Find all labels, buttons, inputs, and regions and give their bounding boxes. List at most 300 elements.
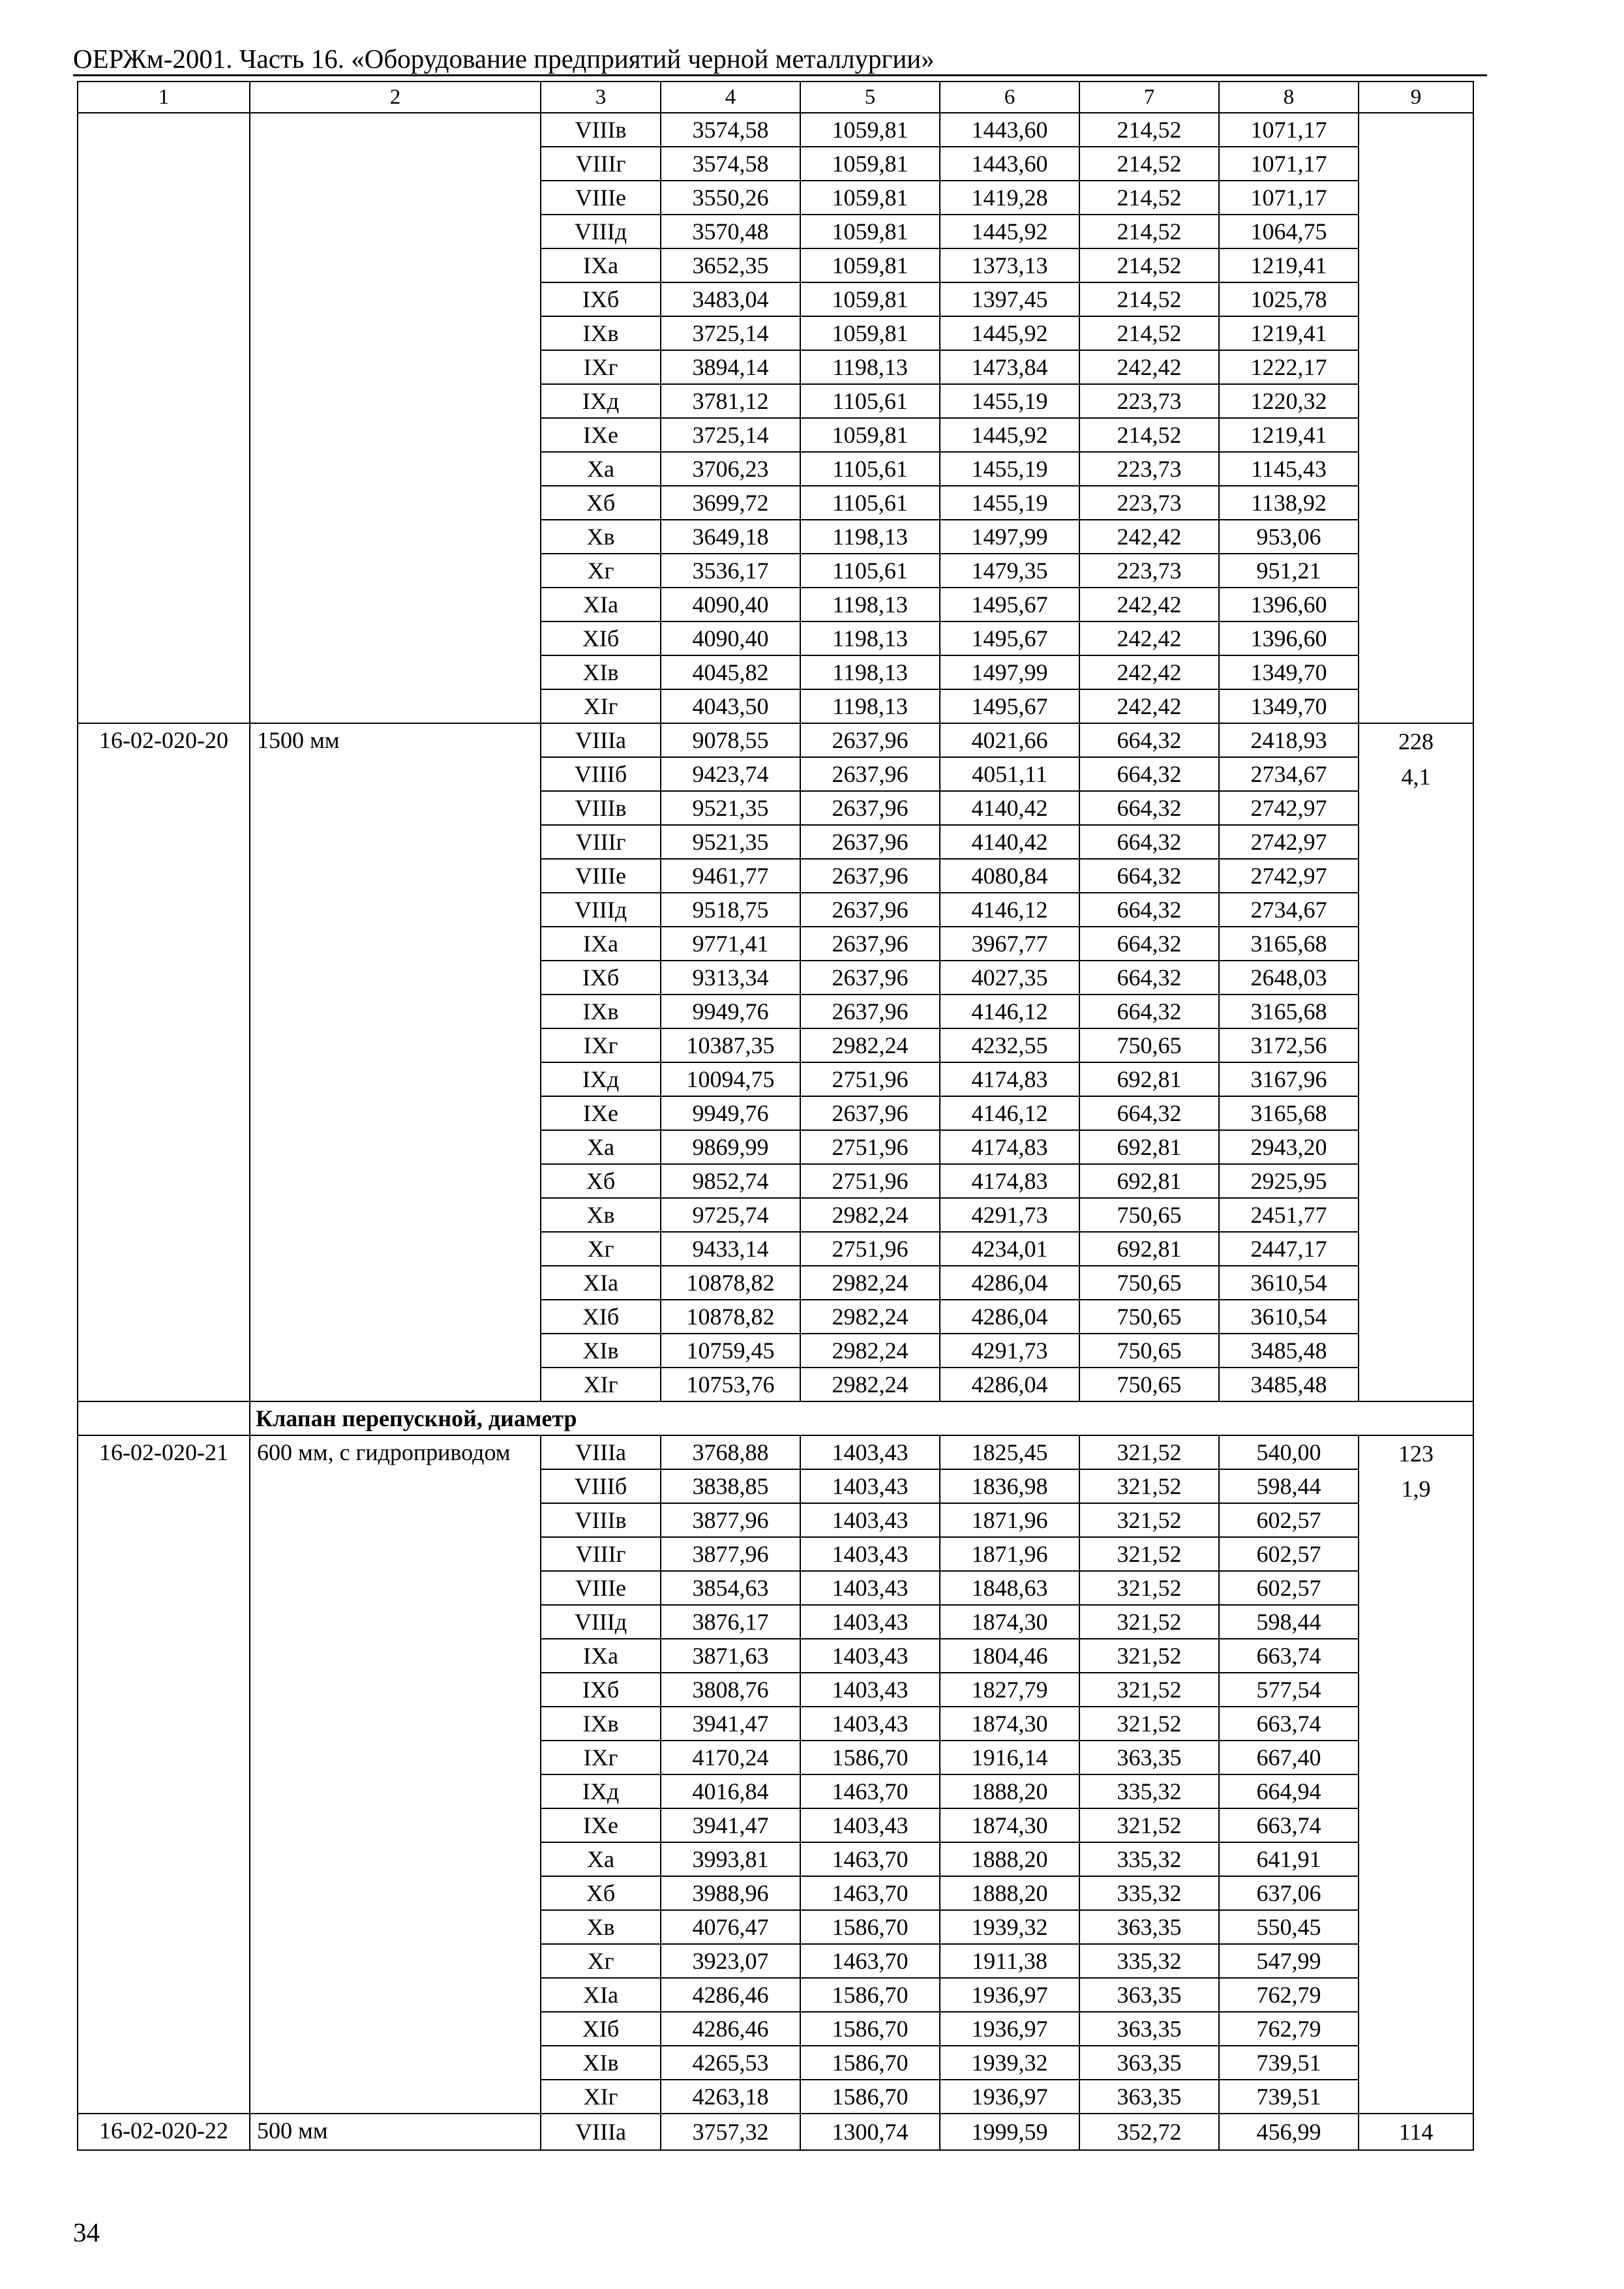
table-row bbox=[78, 1435, 1473, 1469]
machines-cell: 4021,66 bbox=[940, 723, 1079, 757]
zone-cell: Xб bbox=[541, 1164, 661, 1198]
wages-cell: 2751,96 bbox=[800, 1062, 940, 1096]
wages-cell: 1403,43 bbox=[800, 1503, 940, 1537]
machines-cell: 1443,60 bbox=[940, 147, 1079, 181]
zone-cell: IXе bbox=[541, 418, 661, 452]
labor-cell bbox=[1359, 723, 1473, 1401]
total-cost-cell: 3483,04 bbox=[661, 282, 800, 316]
materials-cell: 2648,03 bbox=[1219, 961, 1359, 995]
machinist-wages-cell: 321,52 bbox=[1079, 1808, 1219, 1842]
total-cost-cell: 9852,74 bbox=[661, 1164, 800, 1198]
machinist-wages-cell: 214,52 bbox=[1079, 418, 1219, 452]
machines-cell: 1936,97 bbox=[940, 2080, 1079, 2114]
machines-cell: 1443,60 bbox=[940, 113, 1079, 147]
machines-cell: 4080,84 bbox=[940, 859, 1079, 893]
machines-cell: 1836,98 bbox=[940, 1469, 1079, 1503]
machines-cell: 4146,12 bbox=[940, 995, 1079, 1028]
machinist-wages-cell: 242,42 bbox=[1079, 689, 1219, 723]
total-cost-cell: 10387,35 bbox=[661, 1028, 800, 1062]
total-cost-cell: 9521,35 bbox=[661, 825, 800, 859]
machines-cell: 1936,97 bbox=[940, 1978, 1079, 2012]
machinist-wages-cell: 321,52 bbox=[1079, 1673, 1219, 1707]
zone-cell: IXг bbox=[541, 1741, 661, 1774]
machinist-wages-cell: 223,73 bbox=[1079, 486, 1219, 520]
zone-cell: XIа bbox=[541, 588, 661, 621]
machines-cell: 1495,67 bbox=[940, 689, 1079, 723]
total-cost-cell: 3574,58 bbox=[661, 147, 800, 181]
materials-cell: 3610,54 bbox=[1219, 1300, 1359, 1334]
machinist-wages-cell: 335,32 bbox=[1079, 1944, 1219, 1978]
materials-cell: 2447,17 bbox=[1219, 1232, 1359, 1266]
zone-cell: IXа bbox=[541, 248, 661, 282]
zone-cell: VIIIе bbox=[541, 1571, 661, 1605]
machinist-wages-cell: 664,32 bbox=[1079, 961, 1219, 995]
wages-cell: 1586,70 bbox=[800, 2012, 940, 2046]
zone-cell: XIа bbox=[541, 1978, 661, 2012]
zone-cell: VIIIа bbox=[541, 1435, 661, 1469]
zone-cell: IXв bbox=[541, 1707, 661, 1741]
zone-cell: IXа bbox=[541, 1639, 661, 1673]
wages-cell: 2637,96 bbox=[800, 893, 940, 927]
machinist-wages-cell: 223,73 bbox=[1079, 384, 1219, 418]
materials-cell: 1349,70 bbox=[1219, 655, 1359, 689]
wages-cell: 1059,81 bbox=[800, 282, 940, 316]
machines-cell: 1939,32 bbox=[940, 1910, 1079, 1944]
machinist-wages-cell: 321,52 bbox=[1079, 1503, 1219, 1537]
wages-cell: 1105,61 bbox=[800, 384, 940, 418]
machinist-wages-cell: 335,32 bbox=[1079, 1876, 1219, 1910]
wages-cell: 1463,70 bbox=[800, 1944, 940, 1978]
materials-cell: 1219,41 bbox=[1219, 316, 1359, 350]
materials-cell: 1220,32 bbox=[1219, 384, 1359, 418]
zone-cell: VIIIб bbox=[541, 1469, 661, 1503]
machinist-wages-cell: 214,52 bbox=[1079, 282, 1219, 316]
zone-cell: IXб bbox=[541, 1673, 661, 1707]
materials-cell: 2943,20 bbox=[1219, 1130, 1359, 1164]
zone-cell: Xб bbox=[541, 486, 661, 520]
materials-cell: 2742,97 bbox=[1219, 859, 1359, 893]
machinist-wages-cell: 214,52 bbox=[1079, 113, 1219, 147]
zone-cell: VIIIб bbox=[541, 757, 661, 791]
total-cost-cell: 3570,48 bbox=[661, 215, 800, 248]
wages-cell: 1105,61 bbox=[800, 486, 940, 520]
zone-cell: IXа bbox=[541, 927, 661, 961]
labor-machinist-value: 1,9 bbox=[1401, 1476, 1431, 1502]
zone-cell: XIв bbox=[541, 655, 661, 689]
total-cost-cell: 4265,53 bbox=[661, 2046, 800, 2080]
zone-cell: VIIIв bbox=[541, 113, 661, 147]
total-cost-cell: 3574,58 bbox=[661, 113, 800, 147]
column-number: 5 bbox=[800, 82, 940, 113]
materials-cell: 602,57 bbox=[1219, 1537, 1359, 1571]
wages-cell: 1105,61 bbox=[800, 554, 940, 588]
wages-cell: 1198,13 bbox=[800, 655, 940, 689]
running-header: ОЕРЖм-2001. Часть 16. «Оборудование предприятий черной металлургии» bbox=[73, 44, 935, 74]
total-cost-cell: 4016,84 bbox=[661, 1774, 800, 1808]
zone-cell: Xг bbox=[541, 554, 661, 588]
labor-cell bbox=[1359, 113, 1473, 723]
machines-cell: 1911,38 bbox=[940, 1944, 1079, 1978]
materials-cell: 1219,41 bbox=[1219, 418, 1359, 452]
wages-cell: 2751,96 bbox=[800, 1232, 940, 1266]
machinist-wages-cell: 363,35 bbox=[1079, 1741, 1219, 1774]
machinist-wages-cell: 321,52 bbox=[1079, 1469, 1219, 1503]
page-number: 34 bbox=[73, 2217, 100, 2247]
total-cost-cell: 3652,35 bbox=[661, 248, 800, 282]
machines-cell: 1888,20 bbox=[940, 1842, 1079, 1876]
machinist-wages-cell: 692,81 bbox=[1079, 1232, 1219, 1266]
total-cost-cell: 3854,63 bbox=[661, 1571, 800, 1605]
wages-cell: 2637,96 bbox=[800, 927, 940, 961]
materials-cell: 3485,48 bbox=[1219, 1368, 1359, 1401]
machinist-wages-cell: 242,42 bbox=[1079, 350, 1219, 384]
machines-cell: 4234,01 bbox=[940, 1232, 1079, 1266]
machinist-wages-cell: 242,42 bbox=[1079, 520, 1219, 554]
machines-cell: 4174,83 bbox=[940, 1130, 1079, 1164]
materials-cell: 2451,77 bbox=[1219, 1198, 1359, 1232]
materials-cell: 2418,93 bbox=[1219, 723, 1359, 757]
wages-cell: 1059,81 bbox=[800, 147, 940, 181]
wages-cell: 2982,24 bbox=[800, 1198, 940, 1232]
wages-cell: 2751,96 bbox=[800, 1164, 940, 1198]
total-cost-cell: 3894,14 bbox=[661, 350, 800, 384]
machines-cell: 4146,12 bbox=[940, 893, 1079, 927]
wages-cell: 2637,96 bbox=[800, 757, 940, 791]
machinist-wages-cell: 664,32 bbox=[1079, 791, 1219, 825]
price-table bbox=[77, 81, 1474, 2151]
materials-cell: 1349,70 bbox=[1219, 689, 1359, 723]
machines-cell: 1473,84 bbox=[940, 350, 1079, 384]
machines-cell: 1373,13 bbox=[940, 248, 1079, 282]
machinist-wages-cell: 664,32 bbox=[1079, 893, 1219, 927]
machinist-wages-cell: 750,65 bbox=[1079, 1028, 1219, 1062]
materials-cell: 1071,17 bbox=[1219, 113, 1359, 147]
machinist-wages-cell: 363,35 bbox=[1079, 1978, 1219, 2012]
machines-cell: 4174,83 bbox=[940, 1062, 1079, 1096]
total-cost-cell: 3781,12 bbox=[661, 384, 800, 418]
machinist-wages-cell: 692,81 bbox=[1079, 1130, 1219, 1164]
zone-cell: XIб bbox=[541, 1300, 661, 1334]
machines-cell: 1804,46 bbox=[940, 1639, 1079, 1673]
wages-cell: 2982,24 bbox=[800, 1300, 940, 1334]
zone-cell: VIIIд bbox=[541, 893, 661, 927]
total-cost-cell: 3699,72 bbox=[661, 486, 800, 520]
machinist-wages-cell: 321,52 bbox=[1079, 1605, 1219, 1639]
materials-cell: 2734,67 bbox=[1219, 893, 1359, 927]
wages-cell: 1586,70 bbox=[800, 1741, 940, 1774]
wages-cell: 1403,43 bbox=[800, 1435, 940, 1469]
machines-cell: 1888,20 bbox=[940, 1774, 1079, 1808]
wages-cell: 2637,96 bbox=[800, 1096, 940, 1130]
zone-cell: XIг bbox=[541, 689, 661, 723]
total-cost-cell: 3877,96 bbox=[661, 1537, 800, 1571]
machines-cell: 1445,92 bbox=[940, 215, 1079, 248]
column-number: 4 bbox=[661, 82, 800, 113]
machines-cell: 1445,92 bbox=[940, 316, 1079, 350]
zone-cell: VIIIа bbox=[541, 2114, 661, 2150]
zone-cell: VIIIг bbox=[541, 825, 661, 859]
machines-cell: 4051,11 bbox=[940, 757, 1079, 791]
labor-cell bbox=[1359, 1435, 1473, 2114]
wages-cell: 1403,43 bbox=[800, 1537, 940, 1571]
machinist-wages-cell: 321,52 bbox=[1079, 1537, 1219, 1571]
machines-cell: 1825,45 bbox=[940, 1435, 1079, 1469]
zone-cell: Xг bbox=[541, 1944, 661, 1978]
table-row bbox=[78, 2114, 1473, 2150]
total-cost-cell: 9521,35 bbox=[661, 791, 800, 825]
machines-cell: 1888,20 bbox=[940, 1876, 1079, 1910]
wages-cell: 1586,70 bbox=[800, 1910, 940, 1944]
wages-cell: 1403,43 bbox=[800, 1808, 940, 1842]
zone-cell: VIIIд bbox=[541, 1605, 661, 1639]
materials-cell: 1145,43 bbox=[1219, 452, 1359, 486]
machines-cell: 1445,92 bbox=[940, 418, 1079, 452]
total-cost-cell: 3988,96 bbox=[661, 1876, 800, 1910]
materials-cell: 1219,41 bbox=[1219, 248, 1359, 282]
total-cost-cell: 3550,26 bbox=[661, 181, 800, 215]
machines-cell: 1497,99 bbox=[940, 520, 1079, 554]
header-rule bbox=[73, 74, 1487, 76]
materials-cell: 540,00 bbox=[1219, 1435, 1359, 1469]
zone-cell: VIIIв bbox=[541, 791, 661, 825]
machinist-wages-cell: 750,65 bbox=[1079, 1300, 1219, 1334]
machinist-wages-cell: 750,65 bbox=[1079, 1334, 1219, 1368]
zone-cell: XIб bbox=[541, 2012, 661, 2046]
wages-cell: 1586,70 bbox=[800, 2046, 940, 2080]
machines-cell: 4291,73 bbox=[940, 1334, 1079, 1368]
wages-cell: 1403,43 bbox=[800, 1469, 940, 1503]
zone-cell: XIа bbox=[541, 1266, 661, 1300]
materials-cell: 739,51 bbox=[1219, 2080, 1359, 2114]
zone-cell: VIIIе bbox=[541, 181, 661, 215]
materials-cell: 1071,17 bbox=[1219, 147, 1359, 181]
materials-cell: 1138,92 bbox=[1219, 486, 1359, 520]
wages-cell: 1300,74 bbox=[800, 2114, 940, 2150]
machinist-wages-cell: 664,32 bbox=[1079, 1096, 1219, 1130]
machines-cell: 1871,96 bbox=[940, 1537, 1079, 1571]
labor-machinist-value: 4,1 bbox=[1401, 764, 1431, 790]
machinist-wages-cell: 664,32 bbox=[1079, 995, 1219, 1028]
item-name bbox=[250, 113, 541, 723]
machines-cell: 1455,19 bbox=[940, 486, 1079, 520]
total-cost-cell: 3876,17 bbox=[661, 1605, 800, 1639]
machines-cell: 4140,42 bbox=[940, 791, 1079, 825]
machines-cell: 1419,28 bbox=[940, 181, 1079, 215]
zone-cell: VIIIв bbox=[541, 1503, 661, 1537]
total-cost-cell: 3838,85 bbox=[661, 1469, 800, 1503]
total-cost-cell: 10094,75 bbox=[661, 1062, 800, 1096]
wages-cell: 1403,43 bbox=[800, 1673, 940, 1707]
wages-cell: 2982,24 bbox=[800, 1028, 940, 1062]
total-cost-cell: 9949,76 bbox=[661, 995, 800, 1028]
wages-cell: 1059,81 bbox=[800, 316, 940, 350]
wages-cell: 2637,96 bbox=[800, 859, 940, 893]
materials-cell: 1222,17 bbox=[1219, 350, 1359, 384]
labor-cell bbox=[1359, 2114, 1473, 2150]
machinist-wages-cell: 214,52 bbox=[1079, 215, 1219, 248]
zone-cell: XIб bbox=[541, 621, 661, 655]
wages-cell: 1059,81 bbox=[800, 113, 940, 147]
machinist-wages-cell: 242,42 bbox=[1079, 655, 1219, 689]
machines-cell: 4291,73 bbox=[940, 1198, 1079, 1232]
table-row bbox=[78, 723, 1473, 757]
zone-cell: IXг bbox=[541, 1028, 661, 1062]
materials-cell: 663,74 bbox=[1219, 1707, 1359, 1741]
table-body bbox=[78, 82, 1473, 2150]
machinist-wages-cell: 321,52 bbox=[1079, 1707, 1219, 1741]
total-cost-cell: 4090,40 bbox=[661, 621, 800, 655]
total-cost-cell: 3757,32 bbox=[661, 2114, 800, 2150]
total-cost-cell: 10753,76 bbox=[661, 1368, 800, 1401]
materials-cell: 598,44 bbox=[1219, 1469, 1359, 1503]
machines-cell: 1916,14 bbox=[940, 1741, 1079, 1774]
machines-cell: 4286,04 bbox=[940, 1266, 1079, 1300]
zone-cell: XIг bbox=[541, 1368, 661, 1401]
wages-cell: 2982,24 bbox=[800, 1334, 940, 1368]
wages-cell: 1059,81 bbox=[800, 248, 940, 282]
zone-cell: IXд bbox=[541, 1774, 661, 1808]
machinist-wages-cell: 664,32 bbox=[1079, 825, 1219, 859]
item-name: 600 мм, с гидроприводом bbox=[250, 1435, 541, 2114]
zone-cell: IXд bbox=[541, 384, 661, 418]
materials-cell: 667,40 bbox=[1219, 1741, 1359, 1774]
materials-cell: 3165,68 bbox=[1219, 995, 1359, 1028]
machines-cell: 4286,04 bbox=[940, 1368, 1079, 1401]
column-number: 9 bbox=[1359, 82, 1473, 113]
total-cost-cell: 9433,14 bbox=[661, 1232, 800, 1266]
machines-cell: 1874,30 bbox=[940, 1808, 1079, 1842]
total-cost-cell: 9869,99 bbox=[661, 1130, 800, 1164]
section-title: Клапан перепускной, диаметр bbox=[250, 1401, 1473, 1435]
materials-cell: 762,79 bbox=[1219, 2012, 1359, 2046]
materials-cell: 663,74 bbox=[1219, 1808, 1359, 1842]
materials-cell: 664,94 bbox=[1219, 1774, 1359, 1808]
machinist-wages-cell: 664,32 bbox=[1079, 723, 1219, 757]
wages-cell: 2982,24 bbox=[800, 1266, 940, 1300]
total-cost-cell: 3993,81 bbox=[661, 1842, 800, 1876]
total-cost-cell: 4076,47 bbox=[661, 1910, 800, 1944]
wages-cell: 1059,81 bbox=[800, 215, 940, 248]
machinist-wages-cell: 321,52 bbox=[1079, 1639, 1219, 1673]
section-row bbox=[78, 1401, 1473, 1435]
item-code: 16-02-020-22 bbox=[78, 2114, 250, 2150]
materials-cell: 456,99 bbox=[1219, 2114, 1359, 2150]
zone-cell: Xа bbox=[541, 1130, 661, 1164]
machines-cell: 1936,97 bbox=[940, 2012, 1079, 2046]
machines-cell: 4286,04 bbox=[940, 1300, 1079, 1334]
machines-cell: 4027,35 bbox=[940, 961, 1079, 995]
total-cost-cell: 9949,76 bbox=[661, 1096, 800, 1130]
total-cost-cell: 3706,23 bbox=[661, 452, 800, 486]
zone-cell: Xг bbox=[541, 1232, 661, 1266]
machines-cell: 1848,63 bbox=[940, 1571, 1079, 1605]
wages-cell: 1198,13 bbox=[800, 689, 940, 723]
total-cost-cell: 4043,50 bbox=[661, 689, 800, 723]
wages-cell: 2637,96 bbox=[800, 791, 940, 825]
wages-cell: 1403,43 bbox=[800, 1605, 940, 1639]
zone-cell: Xб bbox=[541, 1876, 661, 1910]
wages-cell: 1403,43 bbox=[800, 1571, 940, 1605]
materials-cell: 663,74 bbox=[1219, 1639, 1359, 1673]
machinist-wages-cell: 223,73 bbox=[1079, 452, 1219, 486]
materials-cell: 1396,60 bbox=[1219, 588, 1359, 621]
machines-cell: 1939,32 bbox=[940, 2046, 1079, 2080]
wages-cell: 1463,70 bbox=[800, 1842, 940, 1876]
machinist-wages-cell: 664,32 bbox=[1079, 927, 1219, 961]
total-cost-cell: 10878,82 bbox=[661, 1266, 800, 1300]
total-cost-cell: 4170,24 bbox=[661, 1741, 800, 1774]
wages-cell: 2982,24 bbox=[800, 1368, 940, 1401]
total-cost-cell: 3877,96 bbox=[661, 1503, 800, 1537]
item-name: 500 мм bbox=[250, 2114, 541, 2150]
column-number: 3 bbox=[541, 82, 661, 113]
machines-cell: 1455,19 bbox=[940, 452, 1079, 486]
machines-cell: 1874,30 bbox=[940, 1707, 1079, 1741]
total-cost-cell: 4090,40 bbox=[661, 588, 800, 621]
machinist-wages-cell: 214,52 bbox=[1079, 248, 1219, 282]
wages-cell: 1105,61 bbox=[800, 452, 940, 486]
materials-cell: 2742,97 bbox=[1219, 791, 1359, 825]
zone-cell: Xв bbox=[541, 1198, 661, 1232]
total-cost-cell: 10759,45 bbox=[661, 1334, 800, 1368]
total-cost-cell: 3808,76 bbox=[661, 1673, 800, 1707]
total-cost-cell: 3941,47 bbox=[661, 1808, 800, 1842]
machines-cell: 4232,55 bbox=[940, 1028, 1079, 1062]
machines-cell: 1397,45 bbox=[940, 282, 1079, 316]
machines-cell: 1495,67 bbox=[940, 621, 1079, 655]
zone-cell: IXб bbox=[541, 282, 661, 316]
total-cost-cell: 3725,14 bbox=[661, 418, 800, 452]
zone-cell: VIIIг bbox=[541, 147, 661, 181]
wages-cell: 1198,13 bbox=[800, 520, 940, 554]
total-cost-cell: 3725,14 bbox=[661, 316, 800, 350]
zone-cell: IXв bbox=[541, 995, 661, 1028]
item-name: 1500 мм bbox=[250, 723, 541, 1401]
total-cost-cell: 9725,74 bbox=[661, 1198, 800, 1232]
column-number: 6 bbox=[940, 82, 1079, 113]
machinist-wages-cell: 335,32 bbox=[1079, 1842, 1219, 1876]
machinist-wages-cell: 242,42 bbox=[1079, 621, 1219, 655]
machines-cell: 1827,79 bbox=[940, 1673, 1079, 1707]
materials-cell: 1064,75 bbox=[1219, 215, 1359, 248]
zone-cell: XIв bbox=[541, 1334, 661, 1368]
materials-cell: 1071,17 bbox=[1219, 181, 1359, 215]
machinist-wages-cell: 363,35 bbox=[1079, 2046, 1219, 2080]
machinist-wages-cell: 750,65 bbox=[1079, 1368, 1219, 1401]
item-code: 16-02-020-21 bbox=[78, 1435, 250, 2114]
wages-cell: 2637,96 bbox=[800, 723, 940, 757]
materials-cell: 1396,60 bbox=[1219, 621, 1359, 655]
materials-cell: 598,44 bbox=[1219, 1605, 1359, 1639]
labor-cost-value: 114 bbox=[1398, 2119, 1434, 2145]
machinist-wages-cell: 352,72 bbox=[1079, 2114, 1219, 2150]
machines-cell: 1874,30 bbox=[940, 1605, 1079, 1639]
machinist-wages-cell: 750,65 bbox=[1079, 1198, 1219, 1232]
zone-cell: IXб bbox=[541, 961, 661, 995]
wages-cell: 1059,81 bbox=[800, 181, 940, 215]
zone-cell: VIIIе bbox=[541, 859, 661, 893]
wages-cell: 1586,70 bbox=[800, 1978, 940, 2012]
machinist-wages-cell: 750,65 bbox=[1079, 1266, 1219, 1300]
column-number: 8 bbox=[1219, 82, 1359, 113]
column-number: 1 bbox=[78, 82, 250, 113]
column-number: 7 bbox=[1079, 82, 1219, 113]
total-cost-cell: 3768,88 bbox=[661, 1435, 800, 1469]
machinist-wages-cell: 664,32 bbox=[1079, 859, 1219, 893]
total-cost-cell: 3923,07 bbox=[661, 1944, 800, 1978]
materials-cell: 641,91 bbox=[1219, 1842, 1359, 1876]
machinist-wages-cell: 223,73 bbox=[1079, 554, 1219, 588]
